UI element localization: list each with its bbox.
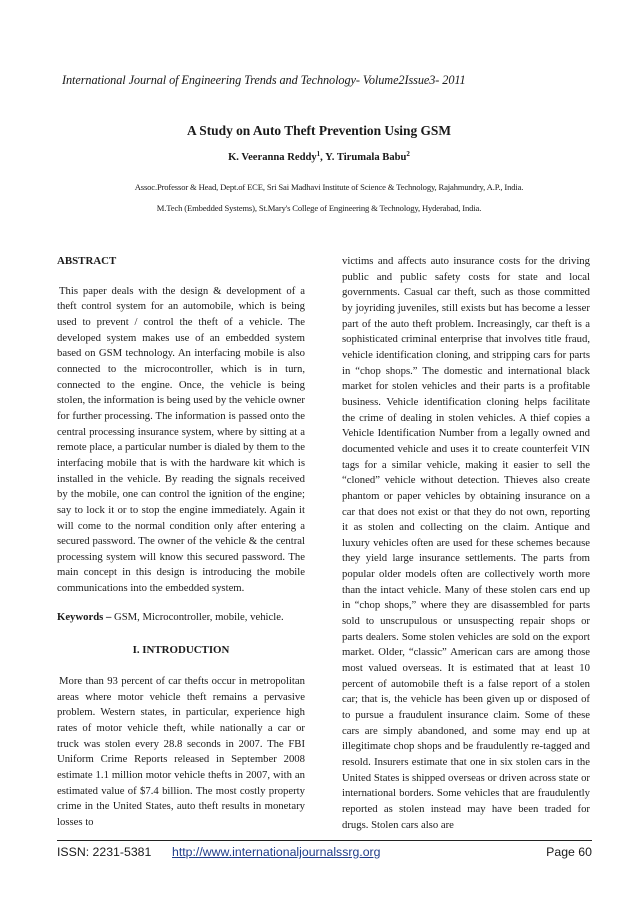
journal-header: International Journal of Engineering Trends and Technology- Volume2Issue3- 2011 <box>62 73 466 87</box>
footer-divider <box>57 840 592 841</box>
introduction-heading: I. INTRODUCTION <box>132 644 230 657</box>
left-column <box>57 254 305 838</box>
journal-website-link[interactable]: http://www.internationaljournalssrg.org <box>172 845 381 859</box>
affiliation-2: M.Tech (Embedded Systems), St.Mary's College of Engineering & Technology, Hyderabad, India. <box>156 203 482 213</box>
paper-title: A Study on Auto Theft Prevention Using GSM <box>186 123 451 138</box>
page-footer <box>57 845 592 863</box>
affiliation-marker: 1 <box>316 150 321 158</box>
author-line <box>0 152 638 163</box>
introduction-text: More than 93 percent of car thefts occur in metropolitan areas where motor vehicle theft remains a pervasive problem. Western states, in particular, experience high rates of motor vehicle theft, while nationally a car or truck was stolen every 28.8 seconds in 2007. The FBI Uniform Crime Reports released in September 2008 estimate 1.1 million motor vehicle thefts in 2007, with an estimated value of $7.4 billion. The most costly property crime in the United States, auto theft results in monetary losses to <box>57 675 305 828</box>
keywords-label: Keywords – <box>57 610 112 623</box>
page-number: Page 60 <box>546 845 592 859</box>
issn: ISSN: 2231-5381 <box>57 845 152 859</box>
author-name: Y. Tirumala Babu <box>325 152 407 163</box>
right-column-text: victims and affects auto insurance costs for the driving public and public safety costs for state and local governments. Casual car theft, such as those committed by joyriding juveniles, still exists but has become a lesser part of the auto theft problem. Increasingly, car theft is a sophisticated criminal enterprise that involves title fraud, vehicle identification cloning, and stripping cars for parts in “chop shops.” The domestic and international black market for stolen vehicles and their parts is a profitable business. Vehicle identification cloning helps facilitate the crime of dealing in stolen vehicles. A thief copies a Vehicle Identification Number from a legally owned and documented vehicle and uses it to create counterfeit VIN tags for a similar vehicle, making it easier to sell the “cloned” vehicle without detection. Thieves also create phantom or paper vehicles by obtaining insurance on a car that does not exist or that they do not own, reporting it as stolen and collecting on the claim. Antique and luxury vehicles often are used for these schemes because they yield large insurance settlements. The parts from popular older models often are collectively worth more than the intact vehicle. Many of these stolen cars end up in “chop shops,” where they are disassembled for parts sold to unscrupulous or unsuspecting repair shops or parts dealers. Some stolen vehicles are sold on the export market. Older, “classic” American cars are among those most valued overseas. It is estimated that at least 10 percent of automobile theft is a false report of a stolen car; that is, the vehicle has been given up or disposed of to pursue a fraudulent insurance claim. Some of these cars are simply abandoned, and some may end up at illegitimate chop shops and be fraudulently re-tagged and resold. Insurers estimate that one in six stolen cars in the United States is shipped overseas or driven across state or international borders. Some vehicles that are fraudulently reported as stolen instead may have been traded for drugs. Stolen cars also are <box>342 255 590 831</box>
keywords <box>57 610 305 626</box>
affiliation-1: Assoc.Professor & Head, Dept.of ECE, Sri Sai Madhavi Institute of Science & Technology, Rajahmundry, A.P., India. <box>134 182 524 192</box>
affiliation-marker: 2 <box>406 150 410 158</box>
author-name: K. Veeranna Reddy <box>228 152 317 163</box>
abstract-heading: ABSTRACT <box>57 255 117 267</box>
author-separator: , <box>320 152 326 163</box>
keywords-text: GSM, Microcontroller, mobile, vehicle. <box>111 610 284 623</box>
right-column <box>342 254 590 838</box>
abstract-text: This paper deals with the design & development of a theft control system for an automobile, which is being used to prevent / control the theft of a vehicle. The developed system makes use of an embedded system based on GSM technology. An interfacing mobile is also connected to the microcontroller, which is in turn, connected to the engine. Once, the vehicle is being stolen, the information is being used by the vehicle owner for further processing. The information is passed onto the central processing insurance system, where by sitting at a remote place, a particular number is dialed by them to the interfacing mobile that is with the hardware kit which is installed in the vehicle. By reading the signals received by the mobile, one can control the ignition of the engine; say to lock it or to stop the engine immediately. Again it will come to the normal condition only after entering a secured password. The owner of the vehicle & the central processing system will know this secured password. The main concept in this design is introducing the mobile communications into the embedded system. <box>57 284 305 595</box>
